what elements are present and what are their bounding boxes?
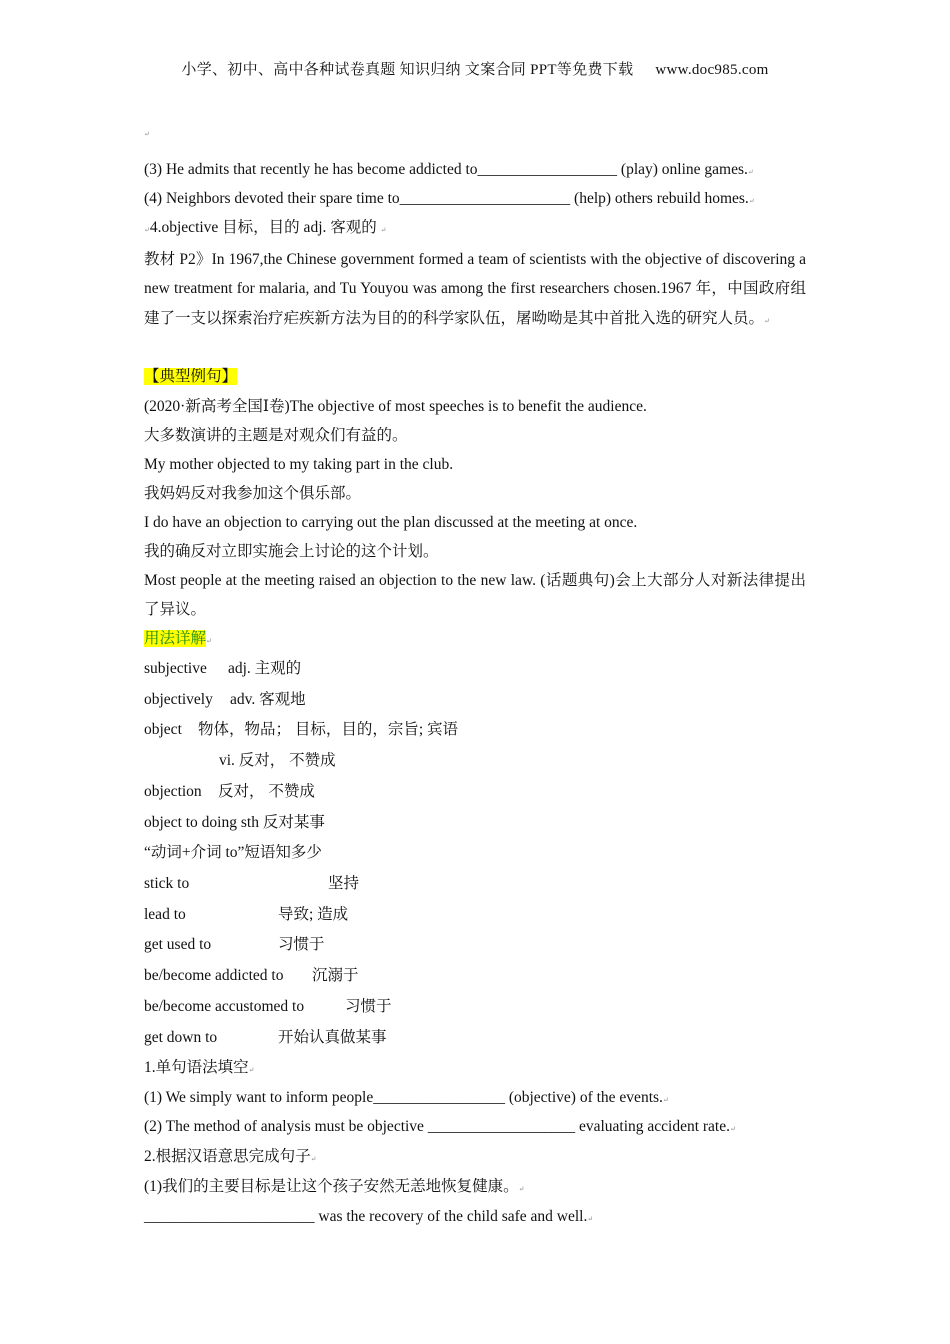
exercise-line-3 — [144, 160, 754, 182]
example-1-translation: 大多数演讲的主题是对观众们有益的。 — [144, 427, 408, 444]
exercise-q3-blank — [144, 1207, 593, 1229]
typical-examples-label: 【典型例句】 — [144, 368, 238, 385]
mark-glyph: ↵ — [248, 1066, 255, 1074]
exercise-q3-blank-text: ______________________ was the recovery of the child safe and well. — [144, 1208, 588, 1225]
phrase-row — [144, 1028, 387, 1048]
phrase-cn: 开始认真做某事 — [278, 1029, 387, 1046]
vocab-word: object — [144, 721, 182, 738]
phrase-en: be/become accustomed to — [144, 998, 305, 1015]
phrase-row — [144, 966, 359, 986]
mark-glyph: ↵ — [518, 1185, 525, 1193]
mark-glyph: ↵ — [310, 1155, 317, 1163]
phrase-en: be/become addicted to — [144, 967, 284, 984]
exercise-q3 — [144, 1177, 524, 1199]
example-3: I do have an objection to carrying out the plan discussed at the meeting at once. — [144, 514, 638, 531]
vocab-row — [144, 782, 315, 802]
exercise-q3-text: (1)我们的主要目标是让这个孩子安然无恙地恢复健康。 — [144, 1178, 519, 1195]
phrase-en: lead to — [144, 906, 186, 923]
mark-glyph: ↵ — [206, 637, 212, 645]
textbook-paragraph-text: 教材 P2》In 1967,the Chinese government formed a team of scientists with the objective of discovering a new treatment for malaria, and Tu Youyou was among the first researchers chosen.1967 年，中国政府组建了一支以探索治疗疟疾新方法为目的的科学家队伍，屠呦呦是其中首批入选的研究人员。 — [144, 251, 806, 327]
phrase-row — [144, 935, 325, 955]
mark-glyph: ↵ — [380, 226, 387, 234]
mark-glyph: ↵ — [587, 1215, 594, 1223]
vocab-row — [144, 690, 306, 710]
entry-heading-text: 4.objective 目标，目的 adj. 客观的 — [149, 219, 377, 236]
example-4: Most people at the meeting raised an objection to the new law. (话题典句)会上大部分人对新法律提出了异议。 — [144, 572, 806, 619]
vocab-meaning: 反对， 不赞成 — [218, 783, 315, 800]
phrase-en: stick to — [144, 875, 190, 892]
page-header — [0, 58, 950, 79]
phrase-cn: 坚持 — [328, 875, 360, 892]
mark-glyph: ↵ — [747, 168, 754, 176]
mark-glyph: ↵ — [729, 1125, 736, 1133]
exercise-text-4: (4) Neighbors devoted their spare time to______________________ (help) others rebuild homes. — [144, 190, 749, 207]
phrase-cn: 习惯于 — [278, 936, 325, 953]
vocab-meaning: adv. 客观地 — [230, 691, 306, 708]
paragraph-mark — [144, 122, 150, 144]
exercise-title-1-text: 1.单句语法填空 — [144, 1059, 249, 1076]
exercise-line-4 — [144, 189, 755, 211]
mark-glyph: ↵ — [764, 316, 770, 325]
exercise-q2 — [144, 1117, 736, 1139]
phrase-row — [144, 874, 360, 894]
example-3-translation: 我的确反对立即实施会上讨论的这个计划。 — [144, 543, 439, 560]
textbook-paragraph — [144, 245, 806, 336]
mark-glyph: ↵ — [144, 130, 150, 138]
vocab-row — [144, 813, 325, 833]
vocab-word: object to doing sth 反对某事 — [144, 814, 325, 831]
mark-glyph: ↵ — [144, 226, 150, 234]
phrase-cn: 沉溺于 — [312, 967, 359, 984]
exercise-q1-text: (1) We simply want to inform people_________________ (objective) of the events. — [144, 1089, 663, 1106]
vocab-word: objection — [144, 783, 202, 800]
usage-title-label: 用法详解 — [144, 630, 207, 647]
phrase-row — [144, 997, 392, 1017]
phrase-section-title: “动词+介词 to”短语知多少 — [144, 844, 322, 861]
phrase-en: get used to — [144, 936, 212, 953]
mark-glyph: ↵ — [662, 1096, 669, 1104]
example-2: My mother objected to my taking part in the club. — [144, 456, 454, 473]
header-text: 小学、初中、高中各种试卷真题 知识归纳 文案合同 PPT等免费下载 — [181, 62, 634, 78]
phrase-cn: 习惯于 — [345, 998, 392, 1015]
vocab-word: subjective — [144, 660, 207, 677]
phrase-cn: 导致; 造成 — [278, 906, 349, 923]
vocab-meaning: vi. 反对， 不赞成 — [219, 752, 336, 769]
exercise-title-1 — [144, 1058, 255, 1080]
exercise-title-2-text: 2.根据汉语意思完成句子 — [144, 1148, 311, 1165]
example-2-translation: 我妈妈反对我参加这个俱乐部。 — [144, 485, 362, 502]
vocab-meaning: adj. 主观的 — [228, 660, 302, 677]
vocab-row — [144, 720, 459, 740]
phrase-row — [144, 905, 349, 925]
exercise-text-3: (3) He admits that recently he has become addicted to__________________ (play) online games. — [144, 161, 748, 178]
mark-glyph: ↵ — [748, 197, 755, 205]
phrase-en: get down to — [144, 1029, 218, 1046]
vocab-word: objectively — [144, 691, 213, 708]
header-site: www.doc985.com — [655, 62, 769, 78]
typical-examples-title — [144, 367, 237, 387]
vocab-row — [144, 659, 302, 679]
usage-title — [144, 629, 212, 651]
exercise-q2-text: (2) The method of analysis must be objective ___________________ evaluating accident rate. — [144, 1118, 730, 1135]
vocab-meaning: 物体，物品； 目标，目的，宗旨; 宾语 — [198, 721, 459, 738]
exercise-title-2 — [144, 1147, 317, 1169]
exercise-q1 — [144, 1088, 669, 1110]
entry-heading-objective — [144, 218, 387, 240]
example-1: (2020·新高考全国Ⅰ卷)The objective of most speeches is to benefit the audience. — [144, 398, 647, 415]
